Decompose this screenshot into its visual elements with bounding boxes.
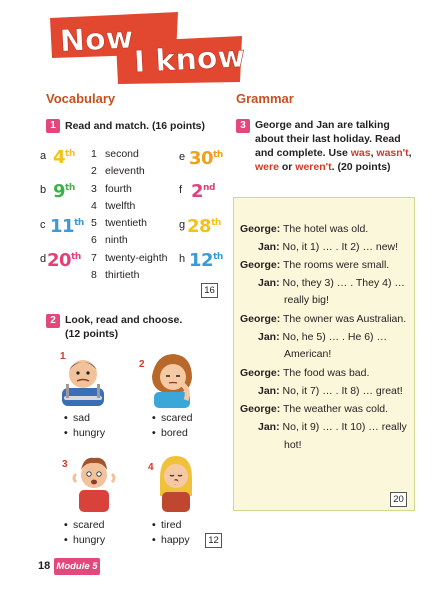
ordinal-letter-d: d [40,253,47,265]
vocabulary-word-list [91,146,171,284]
page-number: 18 [38,560,51,572]
dialogue-line-8: Jan: No, it 7) … . It 8) … great! [258,385,403,397]
picture-2-option-1[interactable]: • scared [152,412,193,424]
scared-boy-illustration [70,452,118,514]
ordinal-2nd: 2nd [191,181,215,202]
dialogue-line-10: Jan: No, it 9) … . It 10) … really [258,421,407,433]
task-1-score-box[interactable]: 16 [201,283,218,298]
ordinal-letter-f: f [179,184,183,196]
dialogue-line-5: George: The owner was Australian. [240,313,407,325]
picture-3-option-2[interactable]: • hungry [64,534,106,546]
banner-logo [46,12,246,84]
dialogue-line-1: George: The hotel was old. [240,223,369,235]
picture-1-option-1[interactable]: • sad [64,412,90,424]
ordinal-12th: 12th [189,250,223,271]
task-1-instructions: Read and match. (16 points) [65,120,206,132]
bored-girl-illustration [146,350,198,410]
dialogue-line-4-cont: really big! [284,294,329,306]
svg-text:Now: Now [59,20,135,60]
ordinal-letter-e: e [179,151,186,163]
tired-girl-illustration [152,452,200,514]
list-item: 3 fourth [91,182,132,195]
svg-text:I know: I know [133,39,246,81]
task-3-line-2: about their last holiday. Read [255,133,401,145]
dialogue-line-9: George: The weather was cold. [240,403,389,415]
ordinal-28th: 28th [187,216,221,237]
dialogue-line-2: Jan: No, it 1) … . It 2) … new! [258,241,399,253]
picture-1-number: 1 [60,351,66,362]
picture-2-option-2[interactable]: • bored [152,427,188,439]
picture-3-option-1[interactable]: • scared [64,519,105,531]
dialogue-line-6-cont: American! [284,348,332,360]
dialogue-line-3: George: The rooms were small. [240,259,390,271]
task-2-badge: 2 [46,314,60,328]
ordinal-letter-g: g [179,219,186,231]
list-item: 4 twelfth [91,199,136,212]
picture-2-number: 2 [139,359,145,370]
vocabulary-heading: Vocabulary [46,91,116,106]
ordinal-letter-a: a [40,150,47,162]
list-item: 6 ninth [91,234,128,247]
ordinal-20th: 20th [47,250,81,271]
ordinal-11th: 11th [50,216,84,237]
picture-4-number: 4 [148,462,154,473]
grammar-heading: Grammar [236,91,294,106]
ordinal-4th: 4th [53,147,75,168]
task-3-badge: 3 [236,119,250,133]
now-i-know-banner [46,12,246,84]
dialogue-line-6: Jan: No, he 5) … . He 6) … [258,331,387,343]
dialogue-line-4: Jan: No, they 3) … . They 4) … [258,277,405,289]
task-3-score-box[interactable]: 20 [390,492,407,507]
ordinal-letter-c: c [40,219,46,231]
ordinal-letter-h: h [179,253,186,265]
picture-3-number: 3 [62,459,68,470]
task-2-score-box[interactable]: 12 [205,533,222,548]
list-item: 7 twenty-eighth [91,251,168,264]
task-3-line-3: and complete. Use was, wasn't, [255,147,412,159]
picture-4-option-1[interactable]: • tired [152,519,182,531]
ordinal-letter-b: b [40,184,47,196]
task-2-points: (12 points) [65,328,119,340]
list-item: 5 twentieth [91,217,148,230]
ordinal-30th: 30th [189,148,223,169]
module-badge: Module 5 [54,558,100,575]
list-item: 1 second [91,148,139,160]
hungry-boy-illustration [56,352,110,408]
ordinal-9th: 9th [53,181,75,202]
list-item: 8 thirtieth [91,269,140,282]
picture-1-option-2[interactable]: • hungry [64,427,106,439]
dialogue-line-7: George: The food was bad. [240,367,370,379]
task-1-badge: 1 [46,119,60,133]
picture-4-option-2[interactable]: • happy [152,534,190,546]
list-item: 2 eleventh [91,165,145,178]
task-2-instructions: Look, read and choose. [65,314,183,326]
task-3-line-4: were or weren't. (20 points) [255,161,391,173]
task-3-line-1: George and Jan are talking [255,119,390,131]
dialogue-line-10-cont: hot! [284,439,302,451]
